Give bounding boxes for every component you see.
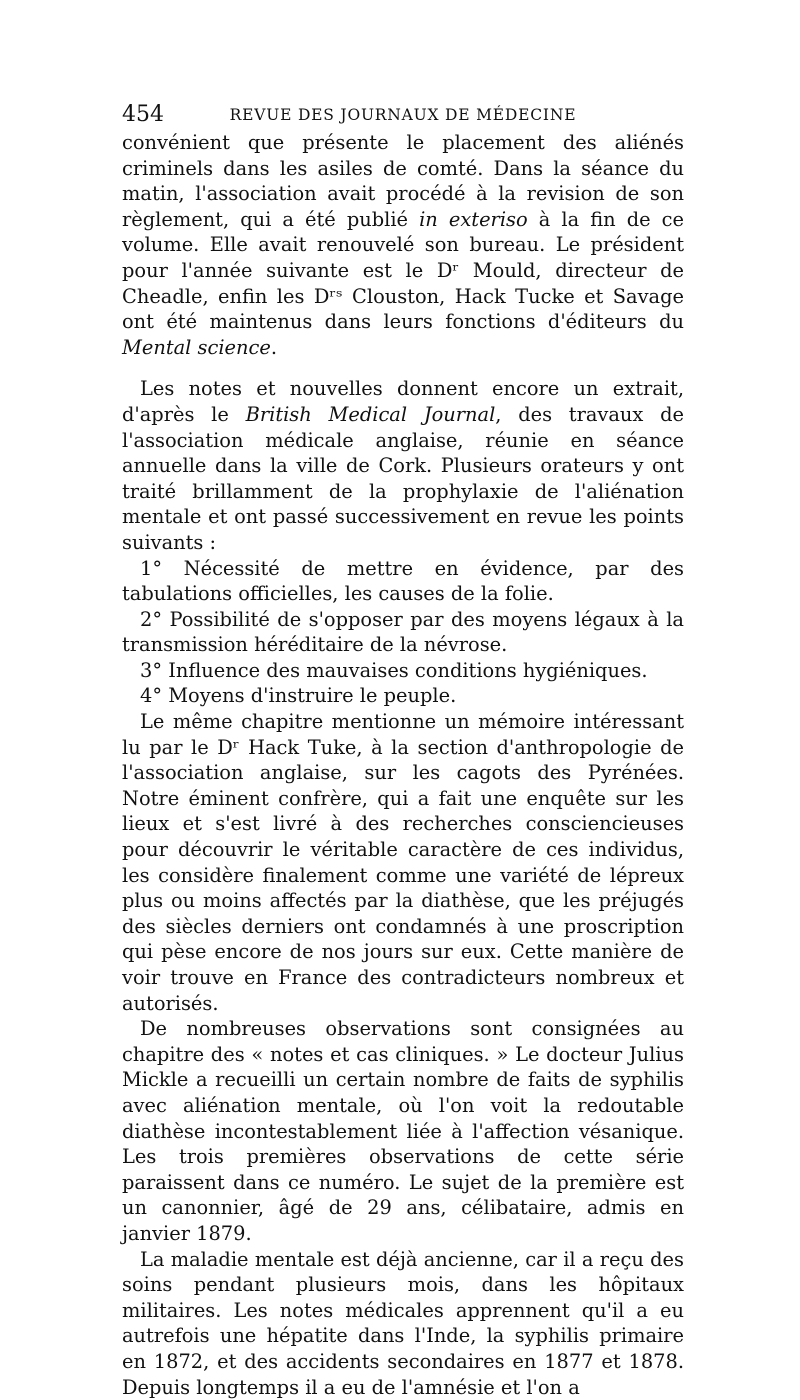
paragraph-1-text-c: . — [270, 335, 278, 359]
paragraph-1-text-b: à la fin de ce volume. Elle avait renouvelé son bureau. Le président pour l'année suivante est le Dʳ Mould, directeur de Cheadle, enfin les Dʳˢ Clouston, Hack Tucke et Savage ont été maintenus dans leurs fonctions d'éditeurs du — [122, 207, 684, 334]
paragraph-1 — [122, 130, 684, 360]
journal-title-bmj: British Medical Journal — [245, 402, 496, 426]
list-item-2: 2° Possibilité de s'opposer par des moyens légaux à la transmission héréditaire de la névrose. — [122, 607, 684, 657]
paragraph-2-text-a: Les notes et nouvelles donnent encore un extrait, d'après le — [122, 377, 684, 426]
running-title: REVUE DES JOURNAUX DE MÉDECINE — [229, 106, 577, 124]
paragraph-2-text-b: , des travaux de l'association médicale anglaise, réunie en séance annuelle dans la ville de Cork. Plusieurs orateurs y ont traité brillamment de la prophylaxie de l'aliénation mentale et ont passé successivement en revue les points suivants : — [122, 402, 684, 554]
body-text — [122, 130, 684, 1400]
paragraph-1-text-a: convénient que présente le placement des aliénés criminels dans les asiles de comté. Dans la séance du matin, l'association avait procédé à la revision de son règlement, qui a été publié — [122, 131, 684, 231]
list-item-3: 3° Influence des mauvaises conditions hygiéniques. — [140, 658, 648, 682]
list-item-4: 4° Moyens d'instruire le peuple. — [140, 684, 457, 708]
paragraph-cagots: Le même chapitre mentionne un mémoire intéressant lu par le Dʳ Hack Tuke, à la section d'anthropologie de l'association anglaise, sur les cagots des Pyrénées. Notre éminent confrère, qui a fait une enquête sur les lieux et s'est livré à des recherches consciencieuses pour découvrir le véritable caractère de ces individus, les considère finalement comme une variété de lépreux plus ou moins affectés par la diathèse, que les préjugés des siècles derniers ont condamnés à une proscription qui pèse encore de nos jours sur eux. Cette manière de voir trouve en France des contradicteurs nombreux et autorisés. — [122, 710, 684, 1015]
journal-title-mental-science: Mental science — [122, 335, 271, 359]
paragraph-1-italic-a: in exteriso — [419, 207, 528, 231]
paragraph-maladie: La maladie mentale est déjà ancienne, car il a reçu des soins pendant plusieurs mois, dans les hôpitaux militaires. Les notes médicales apprennent qu'il a eu autrefois une hépatite dans l'Inde, la syphilis primaire en 1872, et des accidents secondaires en 1877 et 1878. Depuis longtemps il a eu de l'amnésie et l'on a — [122, 1247, 684, 1399]
running-header — [122, 100, 684, 130]
page-number: 454 — [122, 102, 164, 127]
paragraph-observations: De nombreuses observations sont consignées au chapitre des « notes et cas cliniques. » Le docteur Julius Mickle a recueilli un certain nombre de faits de syphilis avec aliénation mentale, où l'on voit la redoutable diathèse incontestablement liée à l'affection vésanique. Les trois premières observations de cette série paraissent dans ce numéro. Le sujet de la première est un canonnier, âgé de 29 ans, célibataire, admis en janvier 1879. — [122, 1017, 684, 1245]
list-item-1: 1° Nécessité de mettre en évidence, par des tabulations officielles, les causes de la folie. — [122, 556, 684, 606]
paragraph-2 — [122, 376, 684, 555]
